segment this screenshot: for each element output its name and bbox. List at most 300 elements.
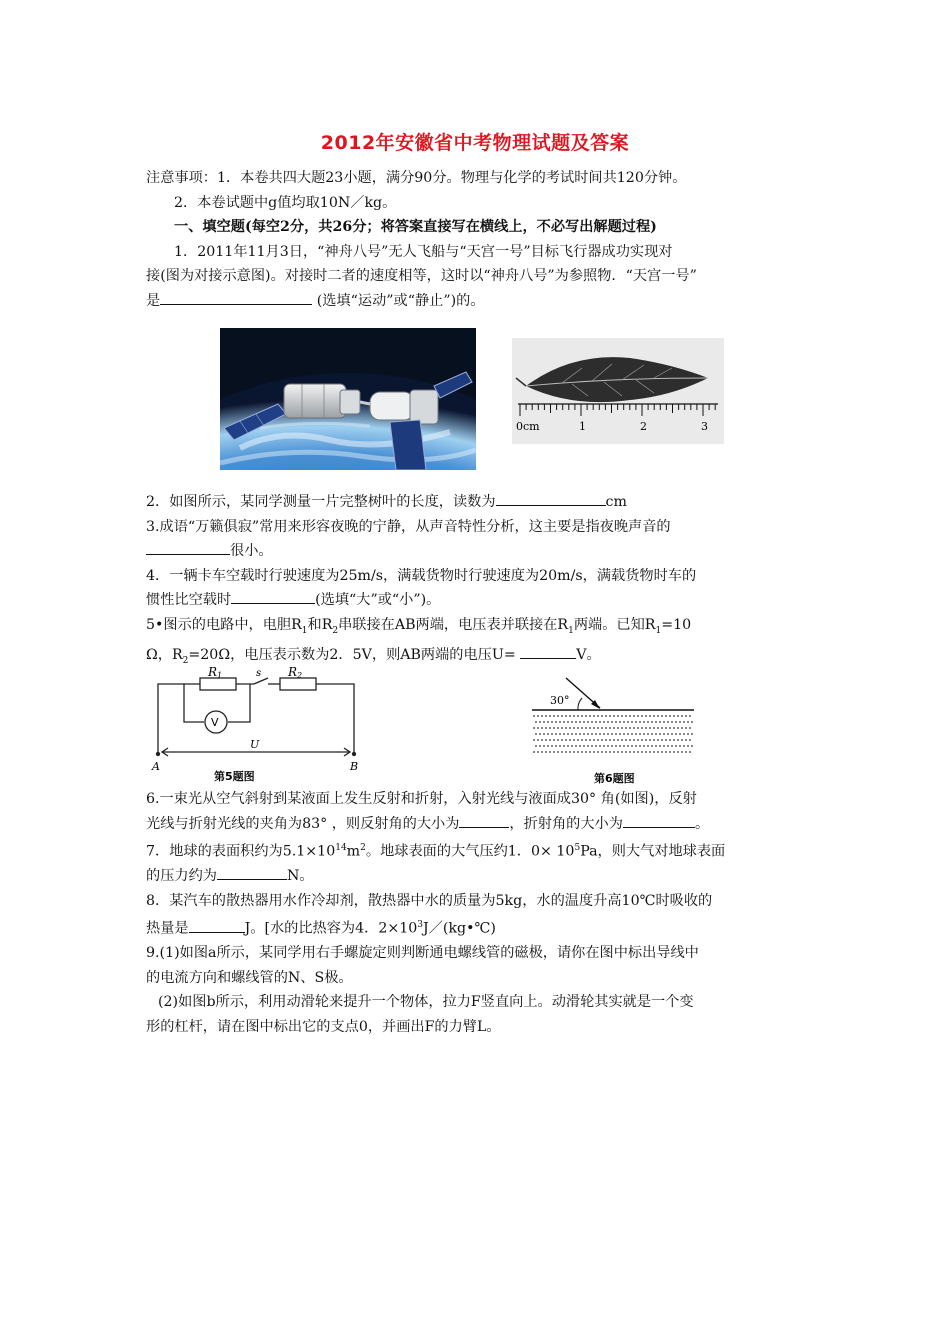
liquid-dot xyxy=(575,733,577,735)
leaf-ruler-illustration xyxy=(512,338,724,444)
liquid-dot xyxy=(621,727,623,729)
liquid-dot xyxy=(647,721,649,723)
liquid-dot xyxy=(639,733,641,735)
liquid-dot xyxy=(647,733,649,735)
liquid-dot xyxy=(581,739,583,741)
liquid-dot xyxy=(601,739,603,741)
liquid-dot xyxy=(631,745,633,747)
liquid-dot xyxy=(679,745,681,747)
liquid-dot xyxy=(689,715,691,717)
section-1-heading: 一、填空题(每空2分，共26分；将答案直接写在横线上，不必写出解题过程) xyxy=(174,219,657,235)
liquid-dot xyxy=(559,721,561,723)
liquid-dot xyxy=(625,715,627,717)
liquid-dot xyxy=(659,745,661,747)
liquid-dot xyxy=(589,751,591,753)
liquid-dot xyxy=(621,715,623,717)
liquid-dot xyxy=(677,715,679,717)
liquid-dot xyxy=(661,727,663,729)
liquid-dot xyxy=(563,745,565,747)
liquid-dot xyxy=(689,739,691,741)
liquid-dot xyxy=(641,751,643,753)
liquid-dot xyxy=(543,721,545,723)
questions-6-9 xyxy=(146,787,810,1039)
liquid-dot xyxy=(629,751,631,753)
liquid-dot xyxy=(679,721,681,723)
liquid-dot xyxy=(535,721,537,723)
liquid-dot xyxy=(589,739,591,741)
liquid-dot xyxy=(569,715,571,717)
liquid-dot xyxy=(659,721,661,723)
liquid-dot xyxy=(615,745,617,747)
spacecraft-illustration xyxy=(220,328,476,470)
liquid-dot xyxy=(605,727,607,729)
liquid-dot xyxy=(673,715,675,717)
liquid-dot xyxy=(613,715,615,717)
liquid-dot xyxy=(565,739,567,741)
liquid-dot xyxy=(597,715,599,717)
liquid-dot xyxy=(553,715,555,717)
liquid-dot xyxy=(665,739,667,741)
refraction-diagram xyxy=(528,668,698,786)
liquid-dot xyxy=(581,751,583,753)
liquid-dot xyxy=(583,745,585,747)
liquid-dot xyxy=(595,733,597,735)
liquid-dot xyxy=(603,733,605,735)
point-a-label: A xyxy=(152,760,160,773)
liquid-dot xyxy=(685,715,687,717)
liquid-dot xyxy=(561,715,563,717)
liquid-dot xyxy=(575,721,577,723)
liquid-dot xyxy=(557,715,559,717)
liquid-dot xyxy=(605,751,607,753)
q5-answer-blank xyxy=(520,644,576,659)
liquid-dot xyxy=(591,721,593,723)
liquid-dot xyxy=(599,745,601,747)
liquid-dot xyxy=(683,721,685,723)
liquid-dot xyxy=(637,751,639,753)
liquid-dot xyxy=(659,733,661,735)
liquid-dot xyxy=(613,739,615,741)
liquid-dot xyxy=(673,751,675,753)
q4-line-2: 惯性比空载时 (选填“大”或“小”)。 xyxy=(146,588,810,613)
liquid-dot xyxy=(665,715,667,717)
liquid-dot xyxy=(621,739,623,741)
liquid-dot xyxy=(565,715,567,717)
liquid-dot xyxy=(577,739,579,741)
liquid-dot xyxy=(543,733,545,735)
liquid-dot xyxy=(609,715,611,717)
q1-answer-blank xyxy=(160,290,312,305)
q6-refraction-blank xyxy=(623,813,695,828)
liquid-dot xyxy=(567,721,569,723)
liquid-dot xyxy=(661,751,663,753)
liquid-dot xyxy=(585,727,587,729)
liquid-dot xyxy=(633,739,635,741)
liquid-dot xyxy=(671,721,673,723)
q5-line-1: 5•图示的电路中，电胆$R_1$和$R_2$串联接在AB两端，电压表并联接在$R_1$两端。已知$R_1=10$ xyxy=(146,616,692,636)
liquid-dot xyxy=(667,745,669,747)
liquid-dot xyxy=(591,733,593,735)
liquid-dot xyxy=(641,727,643,729)
liquid-dot xyxy=(575,745,577,747)
liquid-dot xyxy=(611,721,613,723)
q1-line-1: 1．2011年11月3日，“神舟八号”无人飞船与“天宫一号”目标飞行器成功实现对 xyxy=(174,243,673,260)
liquid-dot xyxy=(631,721,633,723)
liquid-dot xyxy=(653,715,655,717)
q9-line-2: 的电流方向和螺线管的N、S极。 xyxy=(146,969,353,986)
liquid-dot xyxy=(569,751,571,753)
liquid-dot xyxy=(585,739,587,741)
liquid-dot xyxy=(627,721,629,723)
liquid-dot xyxy=(597,727,599,729)
liquid-dot xyxy=(595,721,597,723)
liquid-dot xyxy=(587,721,589,723)
liquid-dot xyxy=(543,745,545,747)
liquid-dot xyxy=(655,721,657,723)
liquid-dot xyxy=(675,733,677,735)
liquid-dot xyxy=(555,745,557,747)
liquid-dot xyxy=(651,733,653,735)
liquid-dot xyxy=(569,739,571,741)
liquid-dot xyxy=(537,739,539,741)
liquid-dot xyxy=(627,745,629,747)
page-title: 2012年安徽省中考物理试题及答案 xyxy=(320,132,630,154)
liquid-dot xyxy=(617,751,619,753)
q3-line-1: 3.成语“万籁俱寂”常用来形容夜晚的宁静，从声音特性分析，这主要是指夜晚声音的 xyxy=(146,518,671,535)
q1-line-2: 接(图为对接示意图)。对接时二者的速度相等，这时以“神舟八号”为参照物．“天宫一号” xyxy=(146,268,697,284)
liquid-dot xyxy=(553,751,555,753)
liquid-dot xyxy=(629,739,631,741)
liquid-dot xyxy=(643,733,645,735)
liquid-dot xyxy=(565,727,567,729)
liquid-dot xyxy=(593,739,595,741)
liquid-dot xyxy=(619,745,621,747)
q1-line-3: 是 (选填“运动”或“静止”)的。 xyxy=(146,289,810,314)
q9-line-3: (2)如图b所示，利用动滑轮来提升一个物体，拉力F竖直向上。动滑轮其实就是一个变 xyxy=(158,994,694,1011)
questions-2-5 xyxy=(146,490,810,673)
q6-reflection-blank xyxy=(459,813,509,828)
liquid-dot xyxy=(645,751,647,753)
liquid-dot xyxy=(645,727,647,729)
liquid-dot xyxy=(633,751,635,753)
liquid-dot xyxy=(571,721,573,723)
liquid-dot xyxy=(585,751,587,753)
liquid-dot xyxy=(605,715,607,717)
liquid-dot xyxy=(681,727,683,729)
liquid-dot xyxy=(611,745,613,747)
liquid-dot xyxy=(675,721,677,723)
liquid-dot xyxy=(545,715,547,717)
liquid-dot xyxy=(557,739,559,741)
liquid-dot xyxy=(625,739,627,741)
liquid-dot xyxy=(667,721,669,723)
liquid-dot xyxy=(569,727,571,729)
liquid-dot xyxy=(685,751,687,753)
liquid-dot xyxy=(607,721,609,723)
liquid-dot xyxy=(549,727,551,729)
liquid-dot xyxy=(547,745,549,747)
liquid-dot xyxy=(661,715,663,717)
liquid-dot xyxy=(645,715,647,717)
liquid-dot xyxy=(611,733,613,735)
liquid-dot xyxy=(539,721,541,723)
liquid-dot xyxy=(585,715,587,717)
r2-label: R2 xyxy=(288,666,303,680)
liquid-dot xyxy=(669,739,671,741)
liquid-dot xyxy=(681,751,683,753)
liquid-dot xyxy=(533,715,535,717)
liquid-dot xyxy=(571,733,573,735)
liquid-dot xyxy=(663,745,665,747)
liquid-dot xyxy=(621,751,623,753)
liquid-dot xyxy=(663,733,665,735)
liquid-dot xyxy=(555,733,557,735)
q2-answer-blank xyxy=(496,491,606,506)
liquid-dot xyxy=(589,715,591,717)
liquid-dot xyxy=(645,739,647,741)
liquid-dot xyxy=(657,739,659,741)
liquid-dot xyxy=(561,727,563,729)
liquid-dot xyxy=(605,739,607,741)
liquid-dot xyxy=(625,727,627,729)
liquid-dot xyxy=(619,733,621,735)
liquid-dot xyxy=(639,721,641,723)
liquid-dot xyxy=(643,745,645,747)
voltmeter-label: V xyxy=(211,716,219,729)
liquid-dot xyxy=(609,751,611,753)
liquid-dot xyxy=(681,715,683,717)
liquid-dot xyxy=(623,733,625,735)
spacecraft-docking-image xyxy=(220,328,476,470)
liquid-dot xyxy=(583,721,585,723)
q7-line-2: 的压力约为 N。 xyxy=(146,864,810,889)
liquid-dot xyxy=(601,751,603,753)
liquid-dot xyxy=(589,727,591,729)
liquid-dot xyxy=(683,745,685,747)
liquid-dot xyxy=(685,727,687,729)
q8-line-2: 热量是 J。[水的比热容为4．$2\times 10^3J/(kg•℃)$ xyxy=(146,913,810,941)
liquid-dot xyxy=(581,715,583,717)
liquid-dot xyxy=(683,733,685,735)
liquid-dot xyxy=(653,727,655,729)
liquid-dot xyxy=(665,727,667,729)
liquid-dot xyxy=(673,739,675,741)
liquid-dot xyxy=(655,733,657,735)
r1-label: R1 xyxy=(208,666,223,680)
liquid-dot xyxy=(687,733,689,735)
liquid-dot xyxy=(617,727,619,729)
notes-line-1: 注意事项：1．本卷共四大题23小题，满分90分。物理与化学的考试时间共120分钟。 xyxy=(146,170,687,186)
ruler-label-0: 0cm xyxy=(516,420,540,433)
liquid-dot xyxy=(629,715,631,717)
liquid-dot xyxy=(599,721,601,723)
liquid-dot xyxy=(629,727,631,729)
liquid-dot xyxy=(687,745,689,747)
liquid-dot xyxy=(573,751,575,753)
liquid-dot xyxy=(649,727,651,729)
q6-line-2: 光线与折射光线的夹角为83° ，则反射角的大小为 ，折射角的大小为 。 xyxy=(146,812,810,837)
liquid-dot xyxy=(623,721,625,723)
liquid-dot xyxy=(669,727,671,729)
liquid-dot xyxy=(677,751,679,753)
notes-block xyxy=(146,166,810,313)
liquid-dot xyxy=(545,727,547,729)
liquid-dot xyxy=(541,727,543,729)
ruler-label-1: 1 xyxy=(579,420,586,433)
liquid-dot xyxy=(685,739,687,741)
figure-5-caption: 第5题图 xyxy=(214,770,255,783)
liquid-dot xyxy=(599,733,601,735)
liquid-dot xyxy=(651,745,653,747)
q9-line-1: 9.(1)如图a所示，某同学用右手螺旋定则判断通电螺线管的磁极，请你在图中标出导线中 xyxy=(146,945,699,962)
liquid-dot xyxy=(633,727,635,729)
liquid-dot xyxy=(577,727,579,729)
figure-6-liquid xyxy=(528,668,698,786)
liquid-dot xyxy=(601,727,603,729)
liquid-dot xyxy=(649,715,651,717)
q3-answer-blank xyxy=(146,540,230,555)
liquid-dot xyxy=(539,745,541,747)
liquid-dot xyxy=(581,727,583,729)
ruler-label-3: 3 xyxy=(701,420,708,433)
liquid-dot xyxy=(595,745,597,747)
liquid-dot xyxy=(691,733,693,735)
liquid-dot xyxy=(551,733,553,735)
liquid-dot xyxy=(613,751,615,753)
liquid-dot xyxy=(647,745,649,747)
liquid-dot xyxy=(617,715,619,717)
u-label: U xyxy=(250,738,260,751)
liquid-dot xyxy=(559,745,561,747)
liquid-dot xyxy=(677,739,679,741)
liquid-dot xyxy=(615,721,617,723)
liquid-dot xyxy=(665,751,667,753)
liquid-dot xyxy=(591,745,593,747)
liquid-dots xyxy=(533,715,693,753)
liquid-dot xyxy=(547,721,549,723)
liquid-dot xyxy=(547,733,549,735)
liquid-dot xyxy=(603,721,605,723)
q7-answer-blank xyxy=(217,865,287,880)
q8-line-1: 8．某汽车的散热器用水作冷却剂，散热器中水的质量为5kg，水的温度升高10℃时吸收的 xyxy=(146,892,713,909)
liquid-dot xyxy=(677,727,679,729)
liquid-dot xyxy=(567,745,569,747)
liquid-dot xyxy=(617,739,619,741)
liquid-dot xyxy=(573,727,575,729)
point-b-label: B xyxy=(350,760,359,773)
liquid-dot xyxy=(567,733,569,735)
liquid-dot xyxy=(603,745,605,747)
figure-6-caption: 第6题图 xyxy=(594,772,635,785)
liquid-dot xyxy=(571,745,573,747)
liquid-dot xyxy=(669,751,671,753)
liquid-dot xyxy=(597,739,599,741)
liquid-dot xyxy=(657,727,659,729)
liquid-dot xyxy=(545,739,547,741)
liquid-dot xyxy=(539,733,541,735)
leaf-ruler-image xyxy=(512,338,724,444)
liquid-dot xyxy=(533,751,535,753)
q5-line-2: Ω，$R_2=20\Omega$，电压表示数为2．5V，则AB两端的电压U= V。 xyxy=(146,643,810,673)
liquid-dot xyxy=(689,751,691,753)
liquid-dot xyxy=(541,715,543,717)
liquid-dot xyxy=(689,727,691,729)
q4-line-1: 4．一辆卡车空载时行驶速度为25m/s，满载货物时行驶速度为20m/s，满载货物时车的 xyxy=(146,567,697,584)
liquid-dot xyxy=(573,715,575,717)
liquid-dot xyxy=(607,733,609,735)
liquid-dot xyxy=(657,715,659,717)
liquid-dot xyxy=(691,745,693,747)
liquid-dot xyxy=(583,733,585,735)
liquid-dot xyxy=(649,739,651,741)
q2-line: 2．如图所示，某同学测量一片完整树叶的长度，读数为 cm xyxy=(146,490,810,515)
liquid-dot xyxy=(597,751,599,753)
liquid-dot xyxy=(551,745,553,747)
liquid-dot xyxy=(563,733,565,735)
liquid-dot xyxy=(587,733,589,735)
liquid-dot xyxy=(561,739,563,741)
liquid-dot xyxy=(637,739,639,741)
liquid-dot xyxy=(663,721,665,723)
liquid-dot xyxy=(555,721,557,723)
figure-5-circuit xyxy=(150,666,362,784)
liquid-dot xyxy=(691,721,693,723)
liquid-dot xyxy=(537,727,539,729)
liquid-dot xyxy=(657,751,659,753)
liquid-dot xyxy=(635,721,637,723)
liquid-dot xyxy=(549,739,551,741)
liquid-dot xyxy=(535,745,537,747)
liquid-dot xyxy=(675,745,677,747)
liquid-dot xyxy=(533,727,535,729)
liquid-dot xyxy=(671,733,673,735)
liquid-dot xyxy=(579,745,581,747)
q9-line-4: 形的杠杆，请在图中标出它的支点0，并画出F的力臂L。 xyxy=(146,1018,501,1035)
liquid-dot xyxy=(537,751,539,753)
liquid-dot xyxy=(653,739,655,741)
liquid-dot xyxy=(553,727,555,729)
liquid-dot xyxy=(651,721,653,723)
liquid-dot xyxy=(573,739,575,741)
angle-30-label: 30° xyxy=(550,694,570,707)
liquid-dot xyxy=(623,745,625,747)
liquid-dot xyxy=(633,715,635,717)
liquid-dot xyxy=(649,751,651,753)
liquid-dot xyxy=(559,733,561,735)
liquid-dot xyxy=(613,727,615,729)
liquid-dot xyxy=(609,739,611,741)
liquid-dot xyxy=(557,727,559,729)
liquid-dot xyxy=(535,733,537,735)
liquid-dot xyxy=(615,733,617,735)
liquid-dot xyxy=(601,715,603,717)
liquid-dot xyxy=(561,751,563,753)
liquid-dot xyxy=(655,745,657,747)
liquid-dot xyxy=(681,739,683,741)
liquid-dot xyxy=(593,715,595,717)
q7-line-1: 7．地球的表面积约为$5.1\times 10^{14}m^2$。地球表面的大气压约1．$0\times 10^5Pa$，则大气对地球表面 xyxy=(146,843,726,860)
switch-label: s xyxy=(256,668,262,679)
liquid-dot xyxy=(669,715,671,717)
notes-line-2: 2．本卷试题中g值均取10N／kg。 xyxy=(174,194,397,211)
liquid-dot xyxy=(565,751,567,753)
liquid-dot xyxy=(553,739,555,741)
liquid-dot xyxy=(551,721,553,723)
liquid-dot xyxy=(679,733,681,735)
ruler-label-2: 2 xyxy=(640,420,647,433)
liquid-dot xyxy=(549,715,551,717)
liquid-dot xyxy=(671,745,673,747)
